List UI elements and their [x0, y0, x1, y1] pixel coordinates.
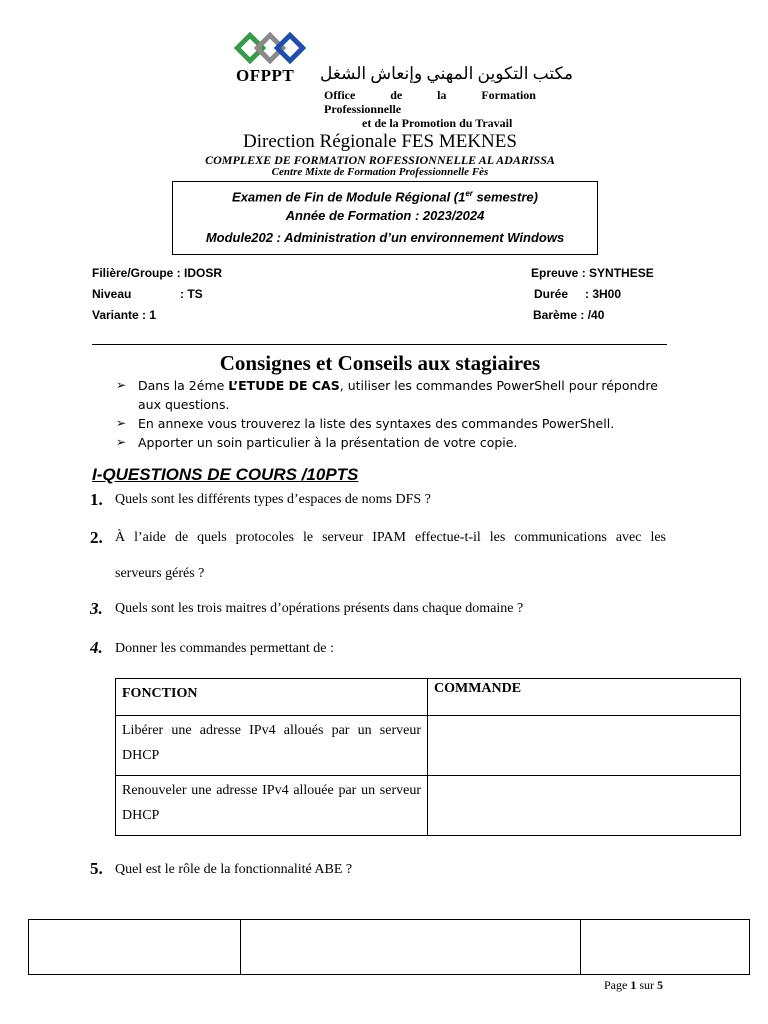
question-2-number: 2. [90, 528, 103, 547]
direction-title: Direction Régionale FES MEKNES [243, 131, 517, 152]
question-2-text-line-1: À l’aide de quels protocoles le serveur IPAM effectue-t-il les communications avec les [115, 530, 666, 545]
list-item: ➢ En annexe vous trouverez la liste des syntaxes des commandes PowerShell. [116, 416, 615, 431]
arrow-bullet-icon: ➢ [116, 416, 127, 430]
question-2-text-line-2: serveurs gérés ? [115, 566, 205, 581]
niveau-label: Niveau [92, 287, 132, 301]
question-3-number: 3. [90, 599, 103, 618]
office-line-2: Professionnelle [324, 102, 402, 116]
list-item: ➢ Dans la 2éme L’ETUDE DE CAS, utiliser les commandes PowerShell pour répondre aux questions. [116, 378, 658, 412]
footer-table [28, 919, 750, 975]
variante: Variante : 1 [92, 308, 157, 322]
office-line-1: Office de la Formation [324, 88, 536, 102]
question-1-number: 1. [90, 490, 103, 509]
fonction-cell: Libérer une adresse IPv4 alloués par un serveur DHCP [116, 716, 428, 776]
exam-module: Module202 : Administration d’un environnement Windows [205, 230, 565, 245]
exam-year: Année de Formation : 2023/2024 [285, 208, 485, 223]
page-number: Page 1 sur 5 [604, 978, 663, 992]
column-header-fonction: FONCTION [116, 679, 428, 716]
question-3-text: Quels sont les trois maitres d’opérations présents dans chaque domaine ? [115, 601, 524, 616]
arrow-bullet-icon: ➢ [116, 378, 127, 392]
niveau-value: : TS [180, 287, 203, 301]
table-row [29, 920, 750, 975]
question-4-number: 4. [90, 638, 103, 657]
complexe-name: COMPLEXE DE FORMATION ROFESSIONNELLE AL ADARISSA [205, 153, 555, 167]
list-item: ➢ Apporter un soin particulier à la présentation de votre copie. [116, 435, 518, 450]
commande-cell[interactable] [428, 776, 741, 836]
section-title: I-QUESTIONS DE COURS /10PTS [92, 465, 359, 484]
question-1-text: Quels sont les différents types d’espaces de noms DFS ? [115, 492, 431, 507]
consignes-title: Consignes et Conseils aux stagiaires [219, 351, 541, 375]
table-header-row [116, 679, 741, 716]
footer-cell [581, 920, 750, 975]
centre-name: Centre Mixte de Formation Professionnelle Fès [271, 166, 489, 178]
arabic-institution-name: مكتب التكوين المهني وإنعاش الشغل [320, 64, 573, 83]
question-5-number: 5. [90, 859, 103, 878]
arrow-bullet-icon: ➢ [116, 435, 127, 449]
fonction-cell: Renouveler une adresse IPv4 allouée par un serveur DHCP [116, 776, 428, 836]
filiere-group: Filière/Groupe : IDOSR [92, 266, 223, 280]
column-header-commande: COMMANDE [428, 679, 741, 716]
exam-info-box [172, 181, 598, 255]
question-5-text: Quel est le rôle de la fonctionnalité ABE ? [115, 862, 353, 877]
ofppt-logo-icon [234, 32, 306, 68]
office-name [324, 88, 536, 130]
duree-label: Durée [534, 287, 569, 301]
logo-text: OFPPT [236, 66, 295, 85]
table-row [116, 716, 741, 776]
separator-line [92, 344, 667, 345]
commands-table [115, 678, 741, 836]
footer-cell [241, 920, 581, 975]
footer-cell [29, 920, 241, 975]
exam-title: Examen de Fin de Module Régional (1er semestre) [232, 189, 538, 205]
bareme: Barème : /40 [533, 308, 605, 322]
office-line-3: et de la Promotion du Travail [362, 116, 513, 130]
epreuve: Epreuve : SYNTHESE [531, 266, 654, 280]
duree-value: : 3H00 [585, 287, 622, 301]
question-4-text: Donner les commandes permettant de : [115, 641, 334, 656]
table-row [116, 776, 741, 836]
commande-cell[interactable] [428, 716, 741, 776]
consignes-list [116, 376, 676, 452]
